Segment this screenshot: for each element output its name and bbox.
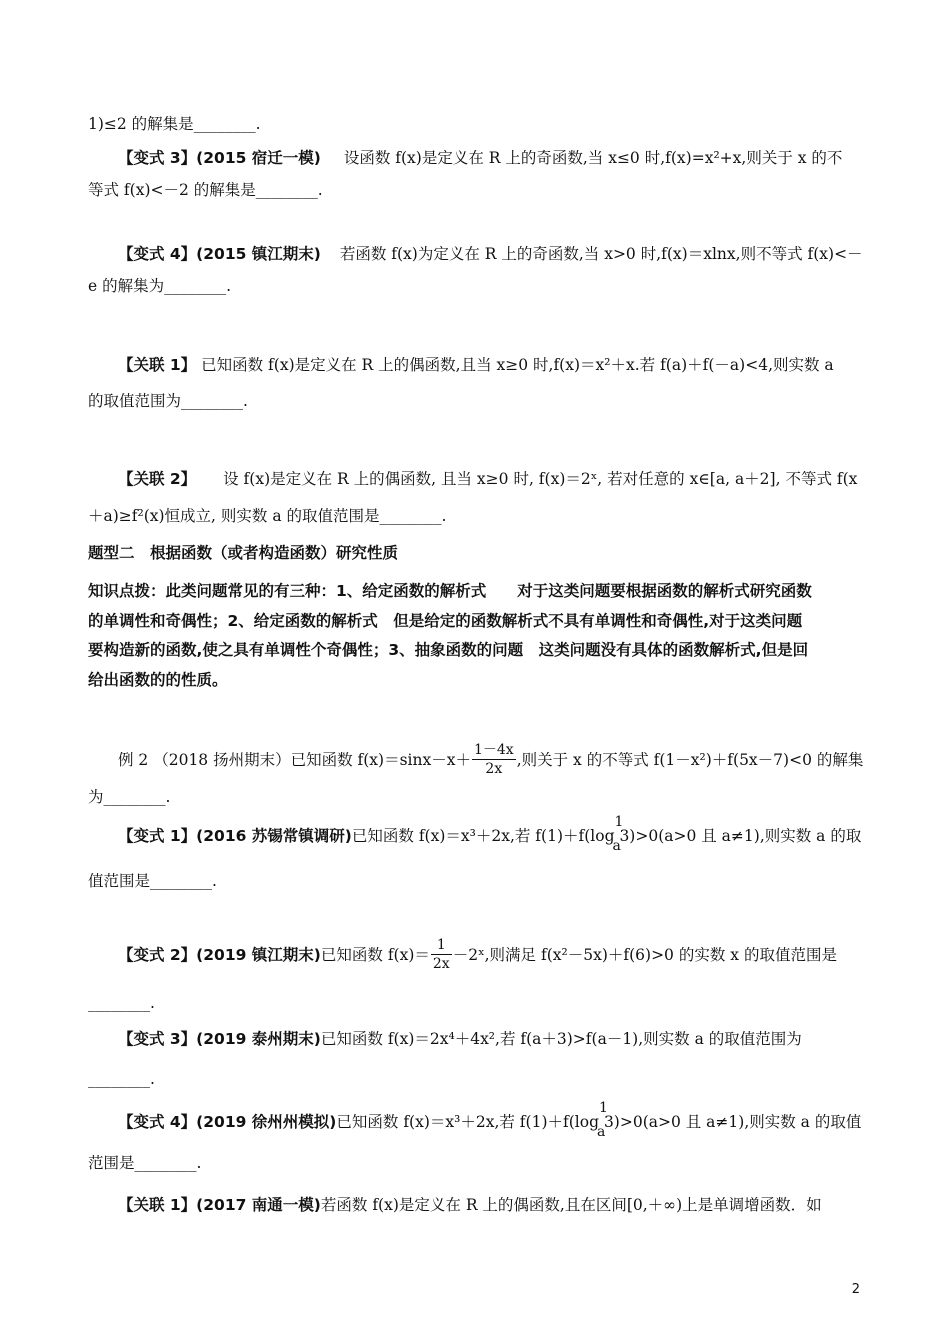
tip-line: 要构造新的函数,使之具有单调性个奇偶性；3、抽象函数的问题 这类问题没有具体的函数解析式,但是回 (88, 641, 809, 659)
log-sub: a (597, 1124, 606, 1140)
text-line: 1)≤2 的解集是________. (88, 115, 261, 133)
tip-line: 知识点拨：此类问题常见的有三种：1、给定函数的解析式 对于这类问题要根据函数的解析式研究函数 (88, 582, 812, 600)
text-line: ________. (88, 994, 155, 1012)
variant-4 (118, 243, 862, 265)
fraction-numerator: 1－4x (473, 741, 514, 758)
fraction-denominator: 2x (432, 955, 450, 972)
fraction-numerator: 1 (431, 936, 452, 955)
log-base (612, 814, 624, 854)
related-text: 若函数 f(x)是定义在 R 上的偶函数,且在区间[0,＋∞)上是单调增函数．如 (320, 1196, 822, 1214)
related-text: 已知函数 f(x)是定义在 R 上的偶函数,且当 x≥0 时,f(x)＝x²＋x.若 f(a)＋f(－a)<4,则实数 a (201, 356, 834, 374)
variant-tag: 【变式 3】(2019 泰州期末) (118, 1030, 321, 1048)
variant-tag: 【变式 1】(2016 苏锡常镇调研) (118, 827, 352, 845)
related-tag: 【关联 2】 (118, 470, 197, 488)
example-text: 例 2 （2018 扬州期末）已知函数 f(x)＝sinx－x＋ (118, 751, 471, 769)
text-line: e 的解集为________. (88, 277, 232, 295)
variant-2b (118, 937, 862, 975)
text-line: ＋a)≥f²(x)恒成立, 则实数 a 的取值范围是________. (88, 507, 447, 525)
related-tag: 【关联 1】 (118, 356, 197, 374)
fraction (472, 741, 516, 778)
variant-3 (118, 147, 862, 169)
variant-tag: 【变式 4】(2015 镇江期末) (118, 245, 321, 263)
text-line: 值范围是________. (88, 872, 217, 890)
log-sup: 1 (614, 814, 624, 830)
text-line: 等式 f(x)<－2 的解集是________. (88, 181, 323, 199)
log-sup: 1 (599, 1100, 608, 1116)
tip-line: 的单调性和奇偶性；2、给定函数的解析式 但是给定的函数解析式不具有单调性和奇偶性,对于这类问题 (88, 611, 803, 630)
example-2 (118, 742, 862, 780)
variant-1b (118, 814, 862, 854)
fraction (431, 936, 452, 973)
fraction-denominator: 2x (485, 760, 503, 777)
text-line: 范围是________. (88, 1154, 202, 1172)
text-line: 的取值范围为________. (88, 392, 248, 410)
log-base (597, 1100, 608, 1140)
related-text: 设 f(x)是定义在 R 上的偶函数, 且当 x≥0 时, f(x)＝2ˣ, 若对任意的 x∈[a, a＋2], 不等式 f(x (223, 470, 858, 488)
related-1 (118, 354, 862, 376)
related-tag: 【关联 1】(2017 南通一模) (118, 1196, 321, 1214)
variant-text: 已知函数 f(x)＝x³＋2x,若 f(1)＋f(log (351, 827, 615, 845)
variant-text: 3)>0(a>0 且 a≠1),则实数 a 的取 (619, 827, 862, 845)
related-1b (118, 1194, 862, 1216)
text-line: ________. (88, 1070, 155, 1088)
tip-line: 给出函数的的性质。 (88, 670, 228, 689)
variant-4b (118, 1100, 862, 1140)
text-line: 为________. (88, 788, 171, 806)
log-sub: a (612, 838, 621, 854)
page-number: 2 (851, 1282, 860, 1297)
variant-tag: 【变式 4】(2019 徐州州模拟) (118, 1113, 337, 1131)
variant-text: 已知函数 f(x)＝ (320, 946, 430, 964)
variant-text: －2ˣ,则满足 f(x²－5x)＋f(6)>0 的实数 x 的取值范围是 (452, 946, 837, 964)
example-text: ,则关于 x 的不等式 f(1－x²)＋f(5x－7)<0 的解集 (516, 751, 864, 769)
variant-text: 已知函数 f(x)＝2x⁴＋4x²,若 f(a＋3)>f(a－1),则实数 a 的取值范围为 (320, 1030, 802, 1048)
variant-text: 已知函数 f(x)＝x³＋2x,若 f(1)＋f(log (336, 1113, 599, 1131)
variant-text: 若函数 f(x)为定义在 R 上的奇函数,当 x>0 时,f(x)＝xlnx,则不等式 f(x)<－ (339, 245, 863, 263)
section-title: 题型二 根据函数（或者构造函数）研究性质 (88, 544, 399, 562)
variant-text: 设函数 f(x)是定义在 R 上的奇函数,当 x≤0 时,f(x)=x²+x,则关于 x 的不 (343, 149, 843, 167)
variant-tag: 【变式 3】(2015 宿迁一模) (118, 149, 321, 167)
related-2 (118, 468, 862, 490)
variant-3b (118, 1028, 862, 1050)
variant-tag: 【变式 2】(2019 镇江期末) (118, 946, 321, 964)
variant-text: 3)>0(a>0 且 a≠1),则实数 a 的取值 (603, 1113, 862, 1131)
knowledge-tip (88, 577, 868, 695)
